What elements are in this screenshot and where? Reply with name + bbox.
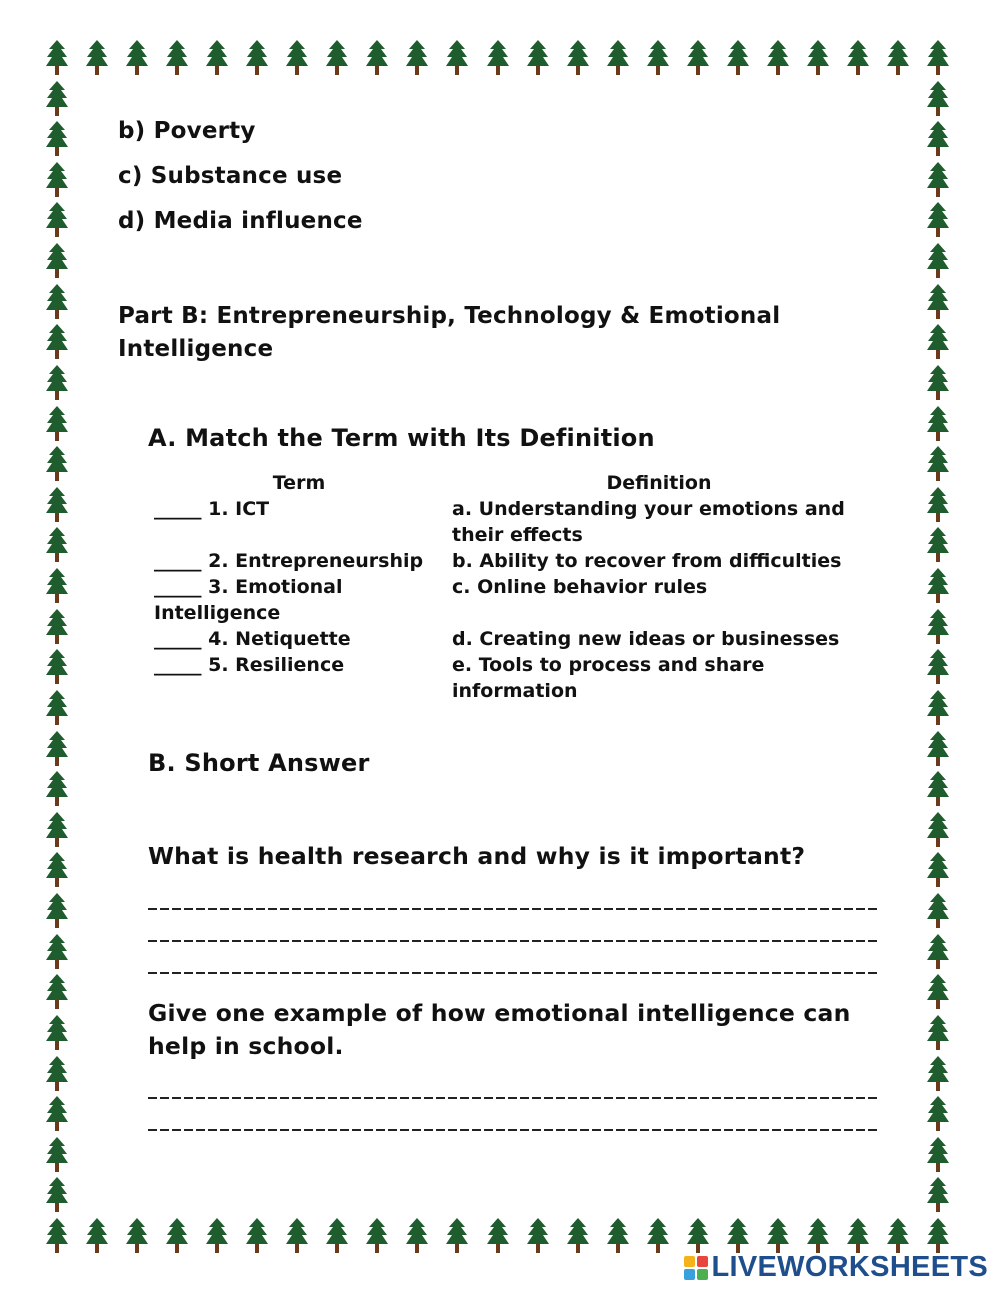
pine-tree-icon bbox=[206, 1218, 228, 1254]
pine-tree-icon bbox=[46, 1096, 68, 1132]
pine-tree-icon bbox=[46, 365, 68, 401]
question-1: What is health research and why is it important? bbox=[148, 842, 806, 870]
pine-tree-icon bbox=[927, 1096, 949, 1132]
pine-tree-icon bbox=[927, 1177, 949, 1213]
table-row bbox=[150, 574, 870, 626]
pine-tree-icon bbox=[46, 771, 68, 807]
answer-line-4[interactable] bbox=[148, 1097, 878, 1099]
pine-tree-icon bbox=[46, 527, 68, 563]
pine-tree-icon bbox=[246, 40, 268, 76]
definition-cell: a. Understanding your emotions and their effects bbox=[452, 498, 845, 546]
answer-option-d: d) Media influence bbox=[118, 208, 363, 234]
pine-tree-icon bbox=[647, 1218, 669, 1254]
term-cell[interactable]: _____ 5. Resilience bbox=[154, 654, 345, 676]
pine-tree-icon bbox=[887, 40, 909, 76]
pine-tree-icon bbox=[567, 40, 589, 76]
pine-tree-icon bbox=[927, 446, 949, 482]
pine-tree-icon bbox=[927, 690, 949, 726]
pine-tree-icon bbox=[46, 893, 68, 929]
pine-tree-icon bbox=[326, 1218, 348, 1254]
answer-line-1[interactable] bbox=[148, 908, 878, 910]
pine-tree-icon bbox=[246, 1218, 268, 1254]
pine-tree-icon bbox=[46, 487, 68, 523]
pine-tree-icon bbox=[46, 324, 68, 360]
pine-tree-icon bbox=[927, 649, 949, 685]
pine-tree-icon bbox=[487, 40, 509, 76]
pine-tree-icon bbox=[927, 406, 949, 442]
pine-tree-icon bbox=[286, 40, 308, 76]
pine-tree-icon bbox=[46, 568, 68, 604]
pine-tree-icon bbox=[927, 893, 949, 929]
pine-tree-icon bbox=[687, 40, 709, 76]
pine-tree-icon bbox=[887, 1218, 909, 1254]
pine-tree-icon bbox=[166, 40, 188, 76]
pine-tree-icon bbox=[927, 284, 949, 320]
pine-tree-icon bbox=[927, 568, 949, 604]
pine-tree-icon bbox=[927, 731, 949, 767]
pine-tree-icon bbox=[927, 1218, 949, 1254]
pine-tree-icon bbox=[927, 527, 949, 563]
pine-tree-icon bbox=[286, 1218, 308, 1254]
pine-tree-icon bbox=[46, 446, 68, 482]
pine-tree-icon bbox=[927, 40, 949, 76]
term-cell[interactable]: _____ 2. Entrepreneurship bbox=[154, 550, 424, 572]
definition-cell: c. Online behavior rules bbox=[452, 576, 708, 598]
table-row bbox=[150, 548, 870, 574]
logo-icon bbox=[684, 1256, 708, 1280]
pine-tree-icon bbox=[607, 1218, 629, 1254]
pine-tree-icon bbox=[927, 487, 949, 523]
pine-tree-icon bbox=[46, 852, 68, 888]
term-cell[interactable]: _____ 1. ICT bbox=[154, 498, 270, 520]
pine-tree-icon bbox=[927, 81, 949, 117]
pine-tree-icon bbox=[206, 40, 228, 76]
pine-tree-icon bbox=[927, 324, 949, 360]
pine-tree-icon bbox=[927, 1056, 949, 1092]
pine-tree-icon bbox=[46, 1056, 68, 1092]
brand-name: LIVEWORKSHEETS bbox=[711, 1251, 988, 1283]
definition-header: Definition bbox=[606, 472, 712, 494]
pine-tree-icon bbox=[46, 162, 68, 198]
pine-tree-icon bbox=[567, 1218, 589, 1254]
answer-line-3[interactable] bbox=[148, 972, 878, 974]
pine-tree-icon bbox=[927, 243, 949, 279]
pine-tree-icon bbox=[46, 974, 68, 1010]
definition-cell: b. Ability to recover from difficulties bbox=[452, 550, 842, 572]
pine-tree-icon bbox=[366, 1218, 388, 1254]
pine-tree-icon bbox=[847, 1218, 869, 1254]
matching-table bbox=[150, 470, 870, 704]
pine-tree-icon bbox=[446, 40, 468, 76]
answer-line-5[interactable] bbox=[148, 1129, 878, 1131]
section-a-title: A. Match the Term with Its Definition bbox=[148, 424, 655, 452]
answer-option-c: c) Substance use bbox=[118, 163, 343, 189]
pine-tree-icon bbox=[86, 1218, 108, 1254]
pine-tree-icon bbox=[767, 40, 789, 76]
pine-tree-icon bbox=[406, 1218, 428, 1254]
definition-cell: e. Tools to process and share information bbox=[452, 654, 765, 702]
pine-tree-icon bbox=[607, 40, 629, 76]
pine-tree-icon bbox=[46, 812, 68, 848]
pine-tree-icon bbox=[326, 40, 348, 76]
term-header: Term bbox=[272, 472, 326, 494]
pine-tree-icon bbox=[46, 40, 68, 76]
term-cell[interactable]: _____ 3. Emotional Intelligence bbox=[154, 576, 343, 624]
pine-tree-icon bbox=[847, 40, 869, 76]
pine-tree-icon bbox=[46, 609, 68, 645]
pine-tree-icon bbox=[46, 243, 68, 279]
definition-cell: d. Creating new ideas or businesses bbox=[452, 628, 840, 650]
table-row bbox=[150, 496, 870, 548]
pine-tree-icon bbox=[927, 852, 949, 888]
pine-tree-icon bbox=[527, 40, 549, 76]
part-b-title: Part B: Entrepreneurship, Technology & Emotional Intelligence bbox=[118, 303, 781, 362]
pine-tree-icon bbox=[46, 1137, 68, 1173]
pine-tree-icon bbox=[527, 1218, 549, 1254]
pine-tree-icon bbox=[927, 1015, 949, 1051]
pine-tree-icon bbox=[767, 1218, 789, 1254]
pine-tree-icon bbox=[86, 40, 108, 76]
pine-tree-icon bbox=[46, 284, 68, 320]
pine-tree-icon bbox=[46, 731, 68, 767]
pine-tree-icon bbox=[46, 81, 68, 117]
pine-tree-icon bbox=[927, 1137, 949, 1173]
pine-tree-icon bbox=[446, 1218, 468, 1254]
pine-tree-icon bbox=[927, 121, 949, 157]
section-b-title: B. Short Answer bbox=[148, 749, 370, 777]
pine-tree-icon bbox=[927, 202, 949, 238]
liveworksheets-logo bbox=[684, 1251, 989, 1284]
pine-tree-icon bbox=[927, 974, 949, 1010]
pine-tree-icon bbox=[807, 1218, 829, 1254]
pine-tree-icon bbox=[46, 1218, 68, 1254]
pine-tree-icon bbox=[46, 1015, 68, 1051]
pine-tree-icon bbox=[727, 40, 749, 76]
pine-tree-icon bbox=[126, 40, 148, 76]
table-row bbox=[150, 626, 870, 652]
pine-tree-icon bbox=[406, 40, 428, 76]
pine-tree-icon bbox=[927, 162, 949, 198]
pine-tree-icon bbox=[927, 365, 949, 401]
pine-tree-icon bbox=[46, 934, 68, 970]
answer-line-2[interactable] bbox=[148, 940, 878, 942]
pine-tree-icon bbox=[126, 1218, 148, 1254]
table-row bbox=[150, 652, 870, 704]
pine-tree-icon bbox=[927, 934, 949, 970]
pine-tree-icon bbox=[807, 40, 829, 76]
pine-tree-icon bbox=[46, 690, 68, 726]
pine-tree-icon bbox=[927, 771, 949, 807]
pine-tree-icon bbox=[927, 609, 949, 645]
question-2: Give one example of how emotional intelligence can help in school. bbox=[148, 999, 851, 1060]
answer-option-b: b) Poverty bbox=[118, 118, 256, 144]
pine-tree-icon bbox=[166, 1218, 188, 1254]
term-cell[interactable]: _____ 4. Netiquette bbox=[154, 628, 351, 650]
pine-tree-icon bbox=[46, 406, 68, 442]
pine-tree-icon bbox=[366, 40, 388, 76]
pine-tree-icon bbox=[727, 1218, 749, 1254]
pine-tree-icon bbox=[46, 1177, 68, 1213]
pine-tree-icon bbox=[647, 40, 669, 76]
pine-tree-icon bbox=[46, 202, 68, 238]
pine-tree-icon bbox=[46, 121, 68, 157]
pine-tree-icon bbox=[46, 649, 68, 685]
pine-tree-icon bbox=[487, 1218, 509, 1254]
pine-tree-icon bbox=[927, 812, 949, 848]
pine-tree-icon bbox=[687, 1218, 709, 1254]
